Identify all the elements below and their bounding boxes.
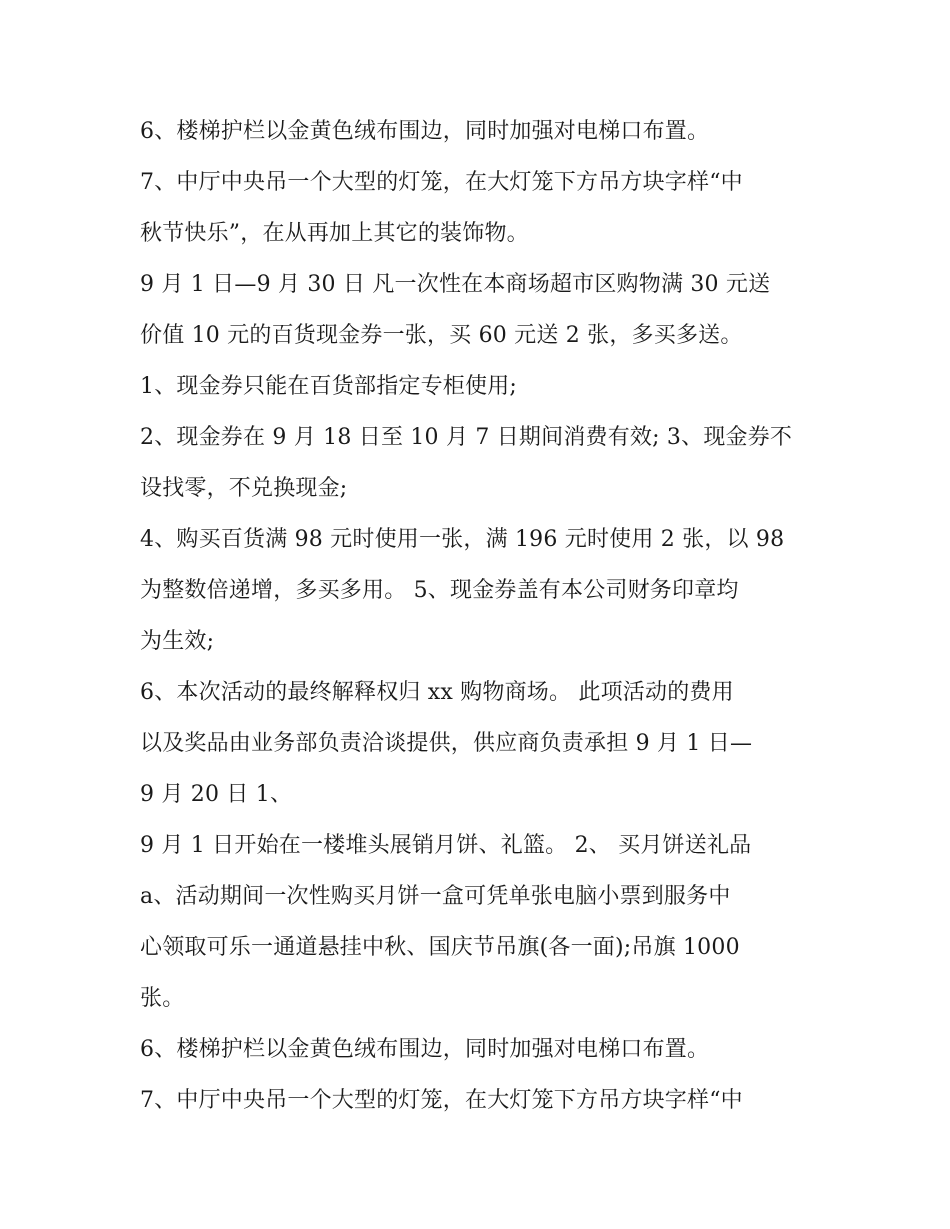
- text-line: 7、中厅中央吊一个大型的灯笼，在大灯笼下方吊方块字样“中: [140, 1088, 743, 1113]
- text-line: 张。: [140, 986, 185, 1011]
- text-line: 为生效;: [140, 629, 215, 654]
- text-line: 1、现金券只能在百货部指定专柜使用;: [140, 374, 518, 399]
- text-line: 6、楼梯护栏以金黄色绒布围边，同时加强对电梯口布置。: [140, 119, 710, 144]
- text-line: 6、本次活动的最终解释权归 xx 购物商场。 此项活动的费用: [140, 680, 734, 705]
- text-line: 为整数倍递增，多买多用。 5、现金券盖有本公司财务印章均: [140, 578, 739, 603]
- text-line: 2、现金券在 9 月 18 日至 10 月 7 日期间消费有效; 3、现金券不: [140, 425, 793, 450]
- text-line: 6、楼梯护栏以金黄色绒布围边，同时加强对电梯口布置。: [140, 1037, 710, 1062]
- text-line: 秋节快乐”，在从再加上其它的装饰物。: [140, 221, 529, 246]
- text-line: 7、中厅中央吊一个大型的灯笼，在大灯笼下方吊方块字样“中: [140, 170, 743, 195]
- text-line: 心领取可乐一通道悬挂中秋、国庆节吊旗(各一面);吊旗 1000: [140, 935, 740, 960]
- text-line: a、活动期间一次性购买月饼一盒可凭单张电脑小票到服务中: [140, 884, 731, 909]
- text-line: 9 月 1 日—9 月 30 日 凡一次性在本商场超市区购物满 30 元送: [140, 272, 771, 297]
- document-body: [140, 106, 820, 1126]
- text-line: 9 月 20 日 1、: [140, 782, 293, 807]
- text-line: 设找零，不兑换现金;: [140, 476, 348, 501]
- text-line: 价值 10 元的百货现金券一张，买 60 元送 2 张，多买多送。: [140, 323, 743, 348]
- text-line: 9 月 1 日开始在一楼堆头展销月饼、礼篮。 2、 买月饼送礼品: [140, 833, 752, 858]
- text-line: 4、购买百货满 98 元时使用一张，满 196 元时使用 2 张，以 98: [140, 527, 785, 552]
- text-line: 以及奖品由业务部负责洽谈提供，供应商负责承担 9 月 1 日—: [140, 731, 753, 756]
